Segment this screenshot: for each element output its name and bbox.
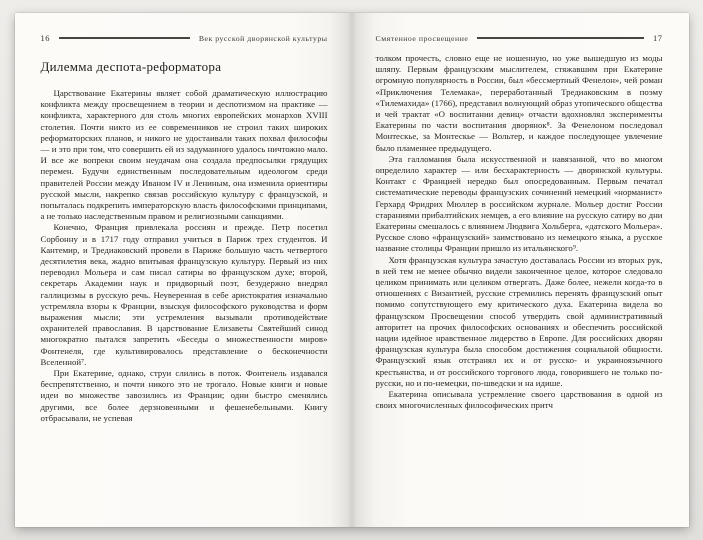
book-spread	[15, 13, 689, 527]
paragraph-left-3: При Екатерине, однако, струи слились в поток. Фонтенель издавался беспрепятственно, и почти никого это не трогало. Новые книги и новые идеи во множестве завозились из Франции; одни быстро сменялись другими, все более дерзновенными и фешенебельными. Книгу отбрасывали, не успевая	[40, 368, 328, 423]
paragraph-right-3: Хотя французская культура зачастую доставалась России из вторых рук, в ней тем не менее обычно видели законченное целое, которое следовало целиком принимать или целиком отвергать. Даже более, нежели когда-то в отношениях с Византией, русские стремились перенять французский опыт помимо сопутствующего ему критического духа. Екатерина видела во французском Просвещении способ утвердить свой административный авторитет на прочих философских основаниях и обеспечить российской нации идейное нравственное лидерство в Европе. Для российских дворян французская культура была способом достижения социальной общности. Французский язык отстранял их и от русско- и украиноязычного крестьянства, и от российского торгового люда, говорившего не только по-русски, но и по-немецки, по-шведски и на идише.	[375, 254, 663, 388]
running-head-left	[41, 33, 328, 43]
running-title-right: Смятенное просвещение	[375, 33, 469, 43]
page-number-left: 16	[40, 33, 50, 43]
section-title: Дилемма деспота-реформатора	[40, 59, 222, 74]
header-rule-right	[477, 37, 644, 38]
running-head-right	[376, 33, 663, 43]
paragraph-left-1: Царствование Екатерины являет собой драматическую иллюстрацию конфликта между просвещением в теории и деспотизмом на практике — конфликта, характерного для столь многих европейских монархов XVIII столетия. Почти никто из ее современников не строил таких широких реформаторских планов, и никого не удостаивали таких похвал философы — и это при том, что совершить ей из задуманного удалось ничтожно мало. И все же вопреки своим неудачам она создала предпосылки грядущих перемен. Будучи единственным последовательным идеологом среди правителей России между Иваном IV и Лениным, она изменила ориентиры русской мысли, накрепко связав российскую культуру с французской, и попыталась подкрепить императорскую власть философскими принципами, а не только наследственным правом и религиозными санкциями.	[40, 88, 328, 222]
page-left	[15, 13, 352, 527]
header-rule-left	[59, 37, 190, 38]
paragraph-right-2: Эта галломания была искусственной и навязанной, что во многом определило характер — или бесхарактерность — дворянской культуры. Контакт с Францией нередко был опосредованным. Первым печатал систематические переводы французских сочинений немецкий «норманист» Герхард Фридрих Мюллер в российском журнале. Мольер достиг России стараниями прибалтийских немцев, а его влияние на русскую сатиру во дни Екатерины смешалось с влиянием Людвига Хольберга, «датского Мольера». Русское слово «французский» заимствовано из немецкого языка, а русское название столицы Франции пришло из итальянского⁹.	[375, 153, 663, 254]
paragraph-right-1: толком прочесть, словно еще не ношенную, но уже вышедшую из моды шляпу. Первым французским мыслителем, стяжавшим при Екатерине огромную популярность в России, был «бессмертный Фенелон», чей роман «Приключения Телемака», переработанный Тредиаковским в поэму «Тилемахида» (1766), представил волнующий образ утопического общества и чей трактат «О воспитании девиц» отчасти вдохновлял эксперименты Екатерины по части воспитания дворянок⁸. За Фенелоном последовал Монтескье, за Монтескье — Вольтер, и каждое последующее увлечение было пламеннее предыдущего.	[375, 53, 663, 153]
paragraph-right-4: Екатерина описывала устремление своего царствования в одной из своих многочисленных философических притч	[375, 389, 663, 411]
running-title-left: Век русской дворянской культуры	[198, 33, 328, 43]
paragraph-left-2: Конечно, Франция привлекала россиян и прежде. Петр посетил Сорбонну и в 1717 году отправил учиться в Париж трех студентов. И Кантемир, и Тредиаковский провели в Париже большую часть четвертого десятилетия века, жадно впитывая французскую культуру. Первый из них переводил Мольера и сам писал сатиры во французском духе; второй, секретарь Академии наук и придворный поэт, безудержно внедрял галлицизмы в русскую речь. Неуверенная в себе аристократия изначально устремляла взоры к Франции, взыскуя философского руководства и форм выражения мысли; эти устремления вызывали противодействие охранителей православия. В царствование Елизаветы Святейший синод многократно пытался запретить «Беседы о множественности миров» Фонтенеля, где культивировалось представление о бесконечности Вселенной⁷.	[40, 222, 328, 367]
page-right	[352, 13, 689, 527]
page-number-right: 17	[653, 33, 663, 43]
